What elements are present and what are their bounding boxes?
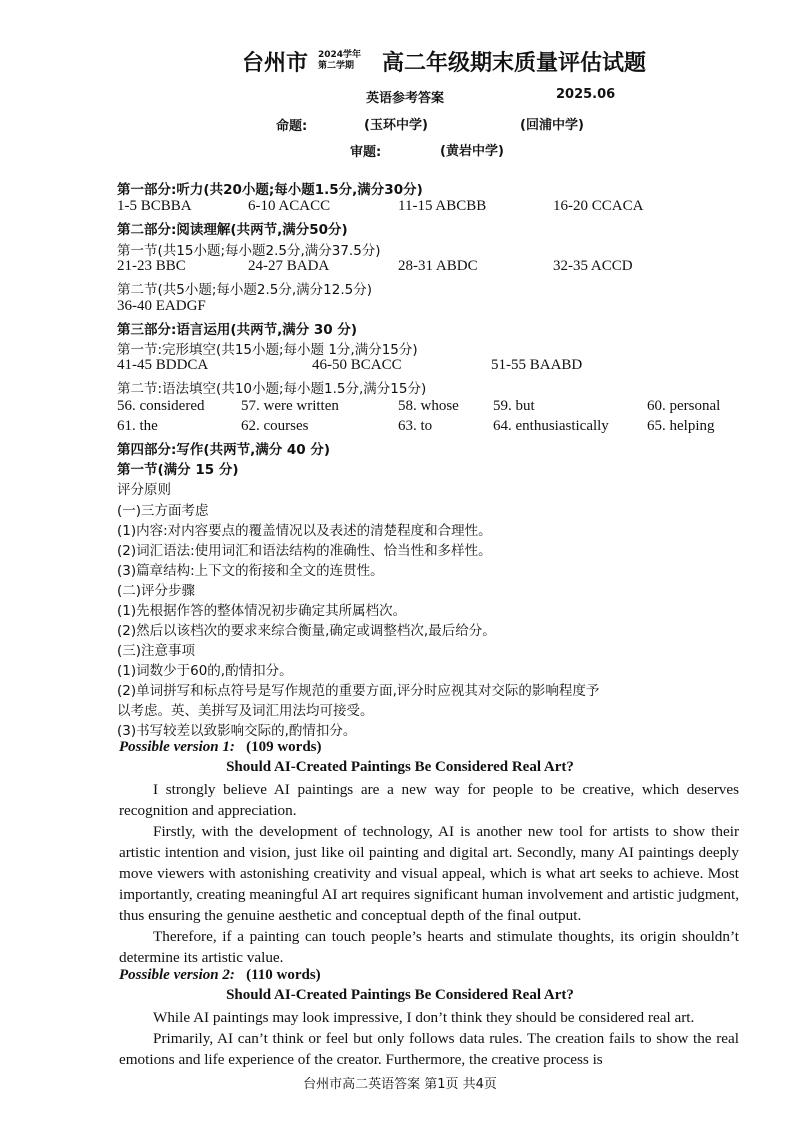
part1-heading: 第一部分:听力(共20小题;每小题1.5分,满分30分) xyxy=(117,182,423,198)
version2-word-count: (110 words) xyxy=(246,967,321,983)
version1-paragraph: Firstly, with the development of technology, AI is another new tool for artists to show their artistic intention and vision, just like oil painting and digital art. Secondly, many AI paintings deeply move viewers with astonishing creativity and visual appeal, which is what art seeks to achieve. Most importantly, creating meaningful AI art requires significant human involvement and artistic judgment, thus ensuring the genuine aesthetic and conceptual depth of the final output. xyxy=(119,823,739,924)
answer-group: 41-45 BDDCA xyxy=(117,357,209,373)
part4-heading: 第四部分:写作(共两节,满分 40 分) xyxy=(117,442,331,458)
header-year: 2024学年 xyxy=(318,50,362,60)
reviewer-label: 审题: xyxy=(350,145,382,160)
rule-line: (2)单词拼写和标点符号是写作规范的重要方面,评分时应视其对交际的影响程度予 xyxy=(117,683,600,699)
version2-paragraph: While AI paintings may look impressive, I don’t think they should be considered real art. xyxy=(153,1009,695,1026)
answer-group: 1-5 BCBBA xyxy=(117,198,192,214)
grammar-answer: 65. helping xyxy=(647,418,715,434)
rule-line: (3)书写较差以致影响交际的,酌情扣分。 xyxy=(117,723,357,739)
page-footer: 台州市高二英语答案 第1页 共4页 xyxy=(303,1077,497,1092)
part2-section2-heading: 第二节(共5小题;每小题2.5分,满分12.5分) xyxy=(117,282,372,298)
setter-school-1: (玉环中学) xyxy=(364,118,428,133)
rule-line: (2)然后以该档次的要求来综合衡量,确定或调整档次,最后给分。 xyxy=(117,623,496,639)
part2-heading: 第二部分:阅读理解(共两节,满分50分) xyxy=(117,222,348,238)
version1-label xyxy=(119,739,322,756)
grammar-answer: 59. but xyxy=(493,398,535,414)
version2-label xyxy=(119,967,321,984)
answer-group: 32-35 ACCD xyxy=(553,258,633,274)
grammar-answer: 60. personal xyxy=(647,398,721,414)
rule-line: (三)注意事项 xyxy=(117,643,196,659)
rule-line: 以考虑。英、美拼写及词汇用法均可接受。 xyxy=(117,703,374,719)
grammar-answer: 58. whose xyxy=(398,398,459,414)
page-title: 高二年级期末质量评估试题 xyxy=(382,51,647,76)
grammar-answer: 61. the xyxy=(117,418,158,434)
version1-essay-title: Should AI-Created Paintings Be Considered Real Art? xyxy=(226,759,574,775)
answer-group: 6-10 ACACC xyxy=(248,198,331,214)
part2-section1-heading: 第一节(共15小题;每小题2.5分,满分37.5分) xyxy=(117,243,381,259)
setter-school-2: (回浦中学) xyxy=(520,118,584,133)
answer-group: 16-20 CCACA xyxy=(553,198,644,214)
reviewer-school: (黄岩中学) xyxy=(440,144,504,159)
answer-group: 24-27 BADA xyxy=(248,258,330,274)
version1-paragraph: Therefore, if a painting can touch people’s hearts and stimulate thoughts, its origin shouldn’t determine its artistic value. xyxy=(119,928,739,966)
part3-heading: 第三部分:语言运用(共两节,满分 30 分) xyxy=(117,322,358,338)
version1-label-text: Possible version 1: xyxy=(119,739,235,755)
answer-group: 21-23 BBC xyxy=(117,258,186,274)
exam-date: 2025.06 xyxy=(556,87,616,102)
version1-paragraph: I strongly believe AI paintings are a new way for people to be creative, which deserves recognition and appreciation. xyxy=(119,781,739,819)
rule-line: (1)词数少于60的,酌情扣分。 xyxy=(117,663,293,679)
grammar-answer: 63. to xyxy=(398,418,433,434)
rule-line: (一)三方面考虑 xyxy=(117,503,209,519)
rule-line: (二)评分步骤 xyxy=(117,583,196,599)
rules-title: 评分原则 xyxy=(117,482,171,498)
answer-group: 46-50 BCACC xyxy=(312,357,402,373)
version1-word-count: (109 words) xyxy=(246,739,322,755)
rule-line: (1)内容:对内容要点的覆盖情况以及表述的清楚程度和合理性。 xyxy=(117,523,492,539)
rule-line: (3)篇章结构:上下文的衔接和全文的连贯性。 xyxy=(117,563,384,579)
grammar-answer: 57. were written xyxy=(241,398,339,414)
answer-group: 36-40 EADGF xyxy=(117,298,206,314)
part3-section2-heading: 第二节:语法填空(共10小题;每小题1.5分,满分15分) xyxy=(117,381,427,397)
header-term: 第二学期 xyxy=(318,61,355,71)
header-city: 台州市 xyxy=(242,51,309,76)
version2-paragraph: Primarily, AI can’t think or feel but only follows data rules. The creation fails to show the real emotions and life experience of the creator. Furthermore, the creative process is xyxy=(119,1030,739,1068)
answer-subtitle: 英语参考答案 xyxy=(366,91,445,106)
setter-label: 命题: xyxy=(276,119,308,134)
grammar-answer: 64. enthusiastically xyxy=(493,418,609,434)
grammar-answer: 62. courses xyxy=(241,418,309,434)
version2-label-text: Possible version 2: xyxy=(119,967,235,983)
answer-group: 28-31 ABDC xyxy=(398,258,478,274)
rule-line: (1)先根据作答的整体情况初步确定其所属档次。 xyxy=(117,603,407,619)
version2-essay-title: Should AI-Created Paintings Be Considered Real Art? xyxy=(226,987,574,1003)
answer-group: 51-55 BAABD xyxy=(491,357,583,373)
rule-line: (2)词汇语法:使用词汇和语法结构的准确性、恰当性和多样性。 xyxy=(117,543,492,559)
part4-section1-heading: 第一节(满分 15 分) xyxy=(117,462,239,478)
answer-group: 11-15 ABCBB xyxy=(398,198,487,214)
part3-section1-heading: 第一节:完形填空(共15小题;每小题 1分,满分15分) xyxy=(117,342,418,358)
grammar-answer: 56. considered xyxy=(117,398,205,414)
